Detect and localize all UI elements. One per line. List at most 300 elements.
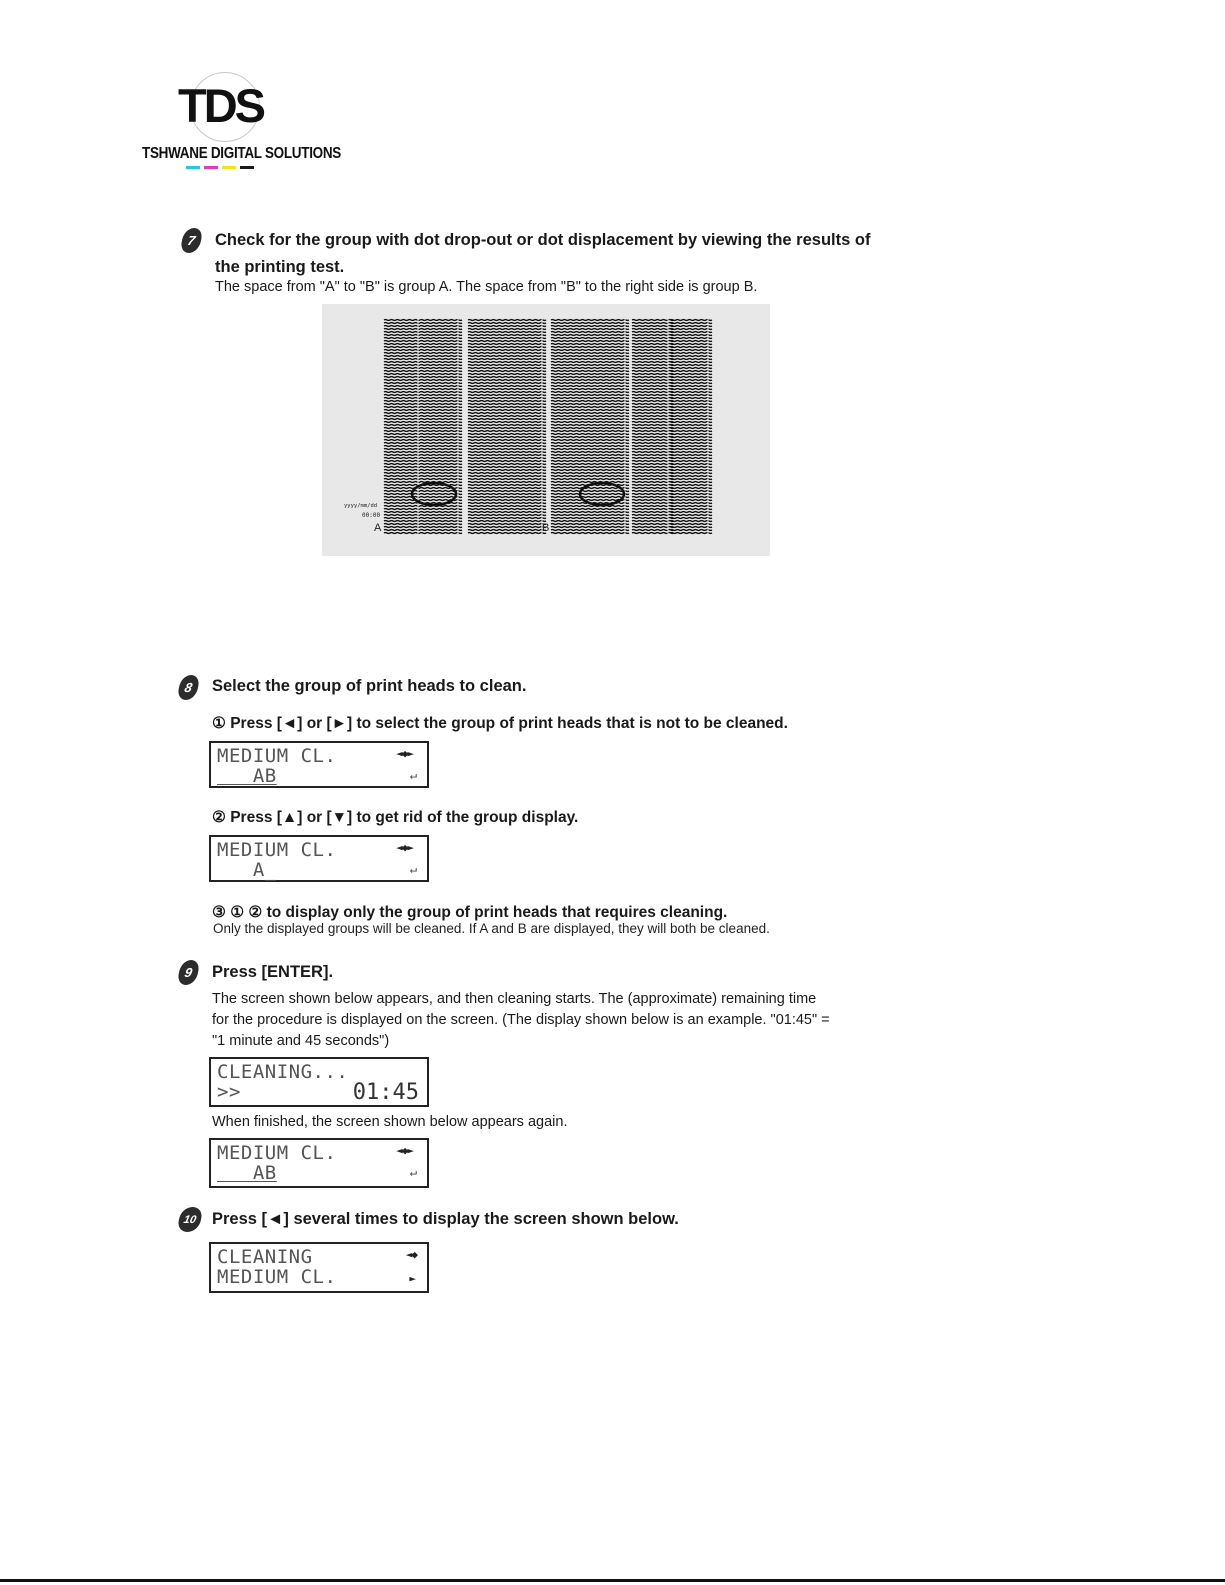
test-pattern-line [420, 500, 462, 501]
test-pattern-line [384, 449, 420, 450]
logo-bar-magenta [204, 166, 218, 169]
test-pattern-line [384, 455, 420, 456]
logo-mark: TDS [178, 79, 263, 132]
test-pattern-line [384, 365, 420, 366]
test-pattern-line [420, 467, 462, 468]
step-9-desc-line3: "1 minute and 45 seconds") [212, 1033, 390, 1049]
test-pattern-line [468, 473, 546, 474]
test-pattern-line [670, 530, 712, 531]
test-pattern-line [670, 392, 712, 393]
test-pattern-line [551, 482, 629, 483]
step-8-heading: Select the group of print heads to clean. [212, 677, 527, 695]
test-pattern-line [551, 386, 629, 387]
figure-time: 00:00 [362, 512, 381, 519]
test-pattern-line [420, 416, 462, 417]
test-pattern-line [384, 392, 420, 393]
test-pattern-line [551, 437, 629, 438]
test-pattern-line [420, 335, 462, 336]
step-8-sub2: ② Press [▲] or [▼] to get rid of the group display. [212, 809, 579, 826]
test-pattern-line [384, 422, 420, 423]
test-pattern-line [468, 413, 546, 414]
test-pattern-line [551, 383, 629, 384]
test-pattern-line [670, 353, 712, 354]
step-7-number: 7 [179, 228, 203, 253]
test-pattern-line [384, 320, 420, 321]
test-pattern-line [420, 437, 462, 438]
test-pattern-line [420, 455, 462, 456]
test-pattern-line [670, 494, 712, 495]
test-pattern-line [420, 422, 462, 423]
lcd-line2: MEDIUM CL. [217, 1266, 337, 1288]
test-pattern-line [384, 371, 420, 372]
test-pattern-line [468, 446, 546, 447]
lcd-medium-cl-ab [209, 741, 429, 788]
test-pattern-line [384, 374, 420, 375]
test-pattern-line [468, 407, 546, 408]
test-pattern-line [551, 377, 629, 378]
test-pattern-line [420, 350, 462, 351]
test-pattern-line [384, 359, 420, 360]
test-pattern-line [551, 329, 629, 330]
test-pattern-line [420, 398, 462, 399]
step-8-note: Only the displayed groups will be cleaned. If A and B are displayed, they will both be cleaned. [213, 921, 770, 936]
test-pattern-line [468, 455, 546, 456]
test-pattern-line [670, 341, 712, 342]
test-pattern-line [384, 341, 420, 342]
test-pattern-line [551, 356, 629, 357]
test-pattern-line [551, 332, 629, 333]
test-pattern-line [551, 380, 629, 381]
test-pattern-line [420, 521, 462, 522]
test-pattern-line [551, 518, 629, 519]
test-pattern-line [551, 455, 629, 456]
test-pattern-line [468, 440, 546, 441]
test-pattern-line [551, 500, 629, 501]
test-pattern-line [551, 443, 629, 444]
test-pattern-line [670, 350, 712, 351]
test-pattern-line [420, 512, 462, 513]
test-pattern-line [384, 407, 420, 408]
test-pattern-line [670, 335, 712, 336]
test-pattern-line [384, 485, 420, 486]
test-pattern-line [420, 443, 462, 444]
test-pattern-line [551, 419, 629, 420]
test-pattern-line [420, 344, 462, 345]
test-pattern-line [384, 323, 420, 324]
test-pattern-line [420, 395, 462, 396]
test-pattern-line [670, 467, 712, 468]
test-pattern-line [551, 431, 629, 432]
test-pattern-line [384, 476, 420, 477]
step-10-number: 10 [176, 1207, 203, 1232]
lcd-cleaning-timer [209, 1057, 429, 1107]
test-pattern-line [468, 521, 546, 522]
test-pattern-line [670, 371, 712, 372]
test-pattern-line [551, 374, 629, 375]
test-pattern-line [468, 467, 546, 468]
test-pattern-line [384, 470, 420, 471]
test-pattern-line [384, 530, 420, 531]
test-pattern-line [420, 515, 462, 516]
test-pattern-line [551, 392, 629, 393]
test-pattern-line [551, 428, 629, 429]
test-pattern-line [551, 458, 629, 459]
test-pattern-line [420, 431, 462, 432]
test-pattern-line [420, 461, 462, 462]
test-pattern-line [468, 371, 546, 372]
test-pattern-line [670, 488, 712, 489]
test-pattern-line [670, 473, 712, 474]
test-pattern-line [384, 461, 420, 462]
test-pattern-line [551, 350, 629, 351]
logo-bar-yellow [222, 166, 236, 169]
test-pattern-line [420, 410, 462, 411]
test-pattern-line [420, 425, 462, 426]
test-pattern-line [420, 359, 462, 360]
lcd-arrow-keys-icon: ◄◆► [396, 747, 413, 760]
test-pattern-line [468, 470, 546, 471]
test-pattern-line [551, 404, 629, 405]
test-pattern-line [468, 416, 546, 417]
test-pattern-line [551, 395, 629, 396]
test-pattern-line [384, 386, 420, 387]
test-pattern-line [468, 461, 546, 462]
test-pattern-line [670, 389, 712, 390]
figure-label-a: A [374, 522, 382, 534]
test-pattern-line [384, 410, 420, 411]
step-7-description: The space from "A" to "B" is group A. The space from "B" to the right side is group B. [215, 279, 758, 295]
test-pattern-line [420, 365, 462, 366]
test-pattern-line [670, 374, 712, 375]
test-pattern-line [468, 389, 546, 390]
test-pattern-line [384, 428, 420, 429]
test-pattern-line [468, 350, 546, 351]
test-pattern-line [420, 332, 462, 333]
test-pattern-line [670, 437, 712, 438]
test-pattern-line [468, 503, 546, 504]
test-pattern-line [468, 347, 546, 348]
test-pattern-line [384, 335, 420, 336]
logo-color-bars [186, 166, 254, 170]
test-pattern-line [384, 518, 420, 519]
test-pattern-line [551, 425, 629, 426]
test-pattern-line [384, 473, 420, 474]
test-pattern-line [670, 368, 712, 369]
test-pattern-line [551, 344, 629, 345]
print-test-figure [322, 304, 770, 556]
test-pattern-line [384, 440, 420, 441]
test-pattern-line [420, 473, 462, 474]
test-pattern-line [420, 356, 462, 357]
test-pattern-line [670, 431, 712, 432]
test-pattern-line [551, 494, 629, 495]
test-pattern-line [420, 368, 462, 369]
test-pattern-line [384, 353, 420, 354]
test-pattern-line [670, 416, 712, 417]
lcd-line1: MEDIUM CL. [217, 1142, 337, 1164]
test-pattern-line [551, 359, 629, 360]
test-pattern-line [670, 404, 712, 405]
test-pattern-line [420, 341, 462, 342]
test-pattern-line [384, 377, 420, 378]
test-pattern-line [670, 476, 712, 477]
test-pattern-line [384, 383, 420, 384]
test-pattern-line [420, 470, 462, 471]
test-pattern-line [551, 368, 629, 369]
test-pattern-line [468, 410, 546, 411]
test-pattern-line [670, 455, 712, 456]
test-pattern-line [468, 515, 546, 516]
lcd-arrow-keys-icon: ◄◆► [396, 1144, 413, 1157]
test-pattern-line [670, 383, 712, 384]
step-8-sub3: ③ ① ② to display only the group of print heads that requires cleaning. [212, 904, 728, 921]
test-pattern-line [670, 527, 712, 528]
lcd-line2: AB [217, 765, 277, 787]
test-pattern-line [384, 404, 420, 405]
test-pattern-line [551, 362, 629, 363]
test-pattern-line [384, 482, 420, 483]
test-pattern-line [551, 521, 629, 522]
test-pattern-line [468, 530, 546, 531]
test-pattern-line [384, 515, 420, 516]
test-pattern-line [670, 509, 712, 510]
test-pattern-line [468, 401, 546, 402]
test-pattern-line [468, 335, 546, 336]
test-pattern-line [670, 464, 712, 465]
test-pattern-line [384, 521, 420, 522]
lcd-line1: MEDIUM CL. [217, 839, 337, 861]
lcd-line1: CLEANING [217, 1246, 313, 1268]
test-pattern-line [384, 443, 420, 444]
test-pattern-line [551, 464, 629, 465]
test-pattern-line [670, 329, 712, 330]
test-pattern-line [551, 497, 629, 498]
test-pattern-line [551, 467, 629, 468]
test-pattern-line [551, 410, 629, 411]
test-pattern-line [670, 533, 712, 534]
lcd-line2: AB [217, 1162, 277, 1184]
test-pattern-line [551, 512, 629, 513]
lcd-remaining-time: 01:45 [352, 1080, 419, 1105]
test-pattern-line [468, 431, 546, 432]
test-pattern-line [670, 425, 712, 426]
test-pattern-line [551, 515, 629, 516]
test-pattern-line [384, 344, 420, 345]
test-pattern-line [670, 521, 712, 522]
test-pattern-line [551, 473, 629, 474]
test-pattern-line [384, 452, 420, 453]
test-pattern-line [670, 362, 712, 363]
test-pattern-line [551, 476, 629, 477]
test-pattern-line [670, 458, 712, 459]
test-pattern-line [551, 320, 629, 321]
test-pattern-line [468, 500, 546, 501]
test-pattern-line [420, 338, 462, 339]
test-pattern-line [551, 491, 629, 492]
test-pattern-line [670, 503, 712, 504]
print-test-pattern [322, 304, 770, 556]
test-pattern-line [551, 509, 629, 510]
test-pattern-line [384, 464, 420, 465]
test-pattern-line [551, 407, 629, 408]
test-pattern-line [468, 392, 546, 393]
test-pattern-line [384, 395, 420, 396]
test-pattern-line [551, 452, 629, 453]
test-pattern-line [670, 446, 712, 447]
step-9-finished-text: When finished, the screen shown below appears again. [212, 1114, 568, 1130]
test-pattern-line [420, 458, 462, 459]
test-pattern-line [420, 380, 462, 381]
test-pattern-line [384, 479, 420, 480]
step-8-number: 8 [176, 675, 200, 700]
test-pattern-line [468, 506, 546, 507]
test-pattern-line [551, 341, 629, 342]
lcd-medium-cl-a [209, 835, 429, 882]
test-pattern-line [384, 380, 420, 381]
logo-bar-cyan [186, 166, 200, 169]
test-pattern-line [468, 353, 546, 354]
test-pattern-line [420, 464, 462, 465]
test-pattern-line [670, 419, 712, 420]
test-pattern-line [670, 332, 712, 333]
test-pattern-line [670, 410, 712, 411]
test-pattern-line [384, 506, 420, 507]
test-pattern-line [468, 476, 546, 477]
test-pattern-line [384, 329, 420, 330]
test-pattern-line [551, 326, 629, 327]
test-pattern-line [384, 425, 420, 426]
test-pattern-line [670, 365, 712, 366]
test-pattern-line [551, 440, 629, 441]
test-pattern-line [468, 482, 546, 483]
test-pattern-line [551, 479, 629, 480]
step-7-heading-line1: Check for the group with dot drop-out or dot displacement by viewing the results of [215, 231, 871, 249]
test-pattern-line [468, 362, 546, 363]
test-pattern-line [420, 413, 462, 414]
test-pattern-line [468, 449, 546, 450]
test-pattern-line [670, 326, 712, 327]
test-pattern-line [420, 320, 462, 321]
test-pattern-line [384, 413, 420, 414]
lcd-enter-icon: ↵ [409, 862, 417, 876]
test-pattern-line [551, 398, 629, 399]
test-pattern-line [670, 407, 712, 408]
test-pattern-line [670, 401, 712, 402]
lcd-right-arrow-icon: ► [409, 1272, 415, 1285]
test-pattern-line [468, 368, 546, 369]
test-pattern-line [420, 326, 462, 327]
test-pattern-line [468, 533, 546, 534]
test-pattern-line [551, 347, 629, 348]
test-pattern-line [551, 533, 629, 534]
test-pattern-line [551, 524, 629, 525]
test-pattern-line [384, 389, 420, 390]
test-pattern-line [468, 518, 546, 519]
test-pattern-line [420, 479, 462, 480]
test-pattern-line [468, 485, 546, 486]
figure-date: yyyy/mm/dd [344, 503, 378, 509]
test-pattern-line [670, 428, 712, 429]
test-pattern-line [384, 398, 420, 399]
test-pattern-line [468, 398, 546, 399]
test-pattern-line [551, 488, 629, 489]
lcd-cleaning-menu [209, 1242, 429, 1293]
lcd-line2: A_ [217, 859, 277, 881]
test-pattern-line [468, 320, 546, 321]
test-pattern-line [420, 323, 462, 324]
test-pattern-line [420, 347, 462, 348]
test-pattern-line [420, 392, 462, 393]
test-pattern-line [670, 380, 712, 381]
test-pattern-line [670, 320, 712, 321]
test-pattern-line [670, 356, 712, 357]
test-pattern-line [551, 434, 629, 435]
test-pattern-line [468, 419, 546, 420]
test-pattern-line [384, 446, 420, 447]
test-pattern-line [420, 518, 462, 519]
test-pattern-line [551, 338, 629, 339]
test-pattern-line [670, 500, 712, 501]
test-pattern-line [420, 383, 462, 384]
test-pattern-line [384, 533, 420, 534]
test-pattern-line [551, 323, 629, 324]
test-pattern-line [670, 359, 712, 360]
test-pattern-line [468, 434, 546, 435]
test-pattern-line [468, 464, 546, 465]
test-pattern-line [384, 326, 420, 327]
test-pattern-line [420, 440, 462, 441]
test-pattern-line [551, 389, 629, 390]
test-pattern-line [468, 497, 546, 498]
test-pattern-line [468, 512, 546, 513]
test-pattern-line [670, 452, 712, 453]
test-pattern-line [670, 434, 712, 435]
test-pattern-line [670, 497, 712, 498]
test-pattern-line [670, 395, 712, 396]
test-pattern-line [384, 509, 420, 510]
test-pattern-line [468, 494, 546, 495]
test-pattern-line [384, 362, 420, 363]
test-pattern-line [670, 323, 712, 324]
test-pattern-line [468, 365, 546, 366]
step-9-number: 9 [176, 960, 200, 985]
test-pattern-line [420, 407, 462, 408]
test-pattern-line [468, 509, 546, 510]
test-pattern-line [468, 338, 546, 339]
test-pattern-line [420, 377, 462, 378]
test-pattern-line [420, 386, 462, 387]
test-pattern-line [384, 437, 420, 438]
test-pattern-line [468, 437, 546, 438]
test-pattern-line [551, 527, 629, 528]
test-pattern-line [420, 389, 462, 390]
test-pattern-line [468, 377, 546, 378]
step-9-desc-line2: for the procedure is displayed on the screen. (The display shown below is an example. "01:45" = [212, 1012, 830, 1028]
test-pattern-line [670, 482, 712, 483]
test-pattern-line [551, 422, 629, 423]
test-pattern-line [551, 461, 629, 462]
test-pattern-line [468, 524, 546, 525]
logo-subtitle: TSHWANE DIGITAL SOLUTIONS [142, 144, 342, 162]
test-pattern-line [420, 452, 462, 453]
lcd-arrow-keys-icon: ◄◆► [396, 841, 413, 854]
test-pattern-line [384, 347, 420, 348]
test-pattern-line [551, 353, 629, 354]
test-pattern-line [670, 512, 712, 513]
test-pattern-line [384, 512, 420, 513]
lcd-line1: CLEANING... [217, 1061, 349, 1083]
lcd-medium-cl-ab-again [209, 1138, 429, 1188]
